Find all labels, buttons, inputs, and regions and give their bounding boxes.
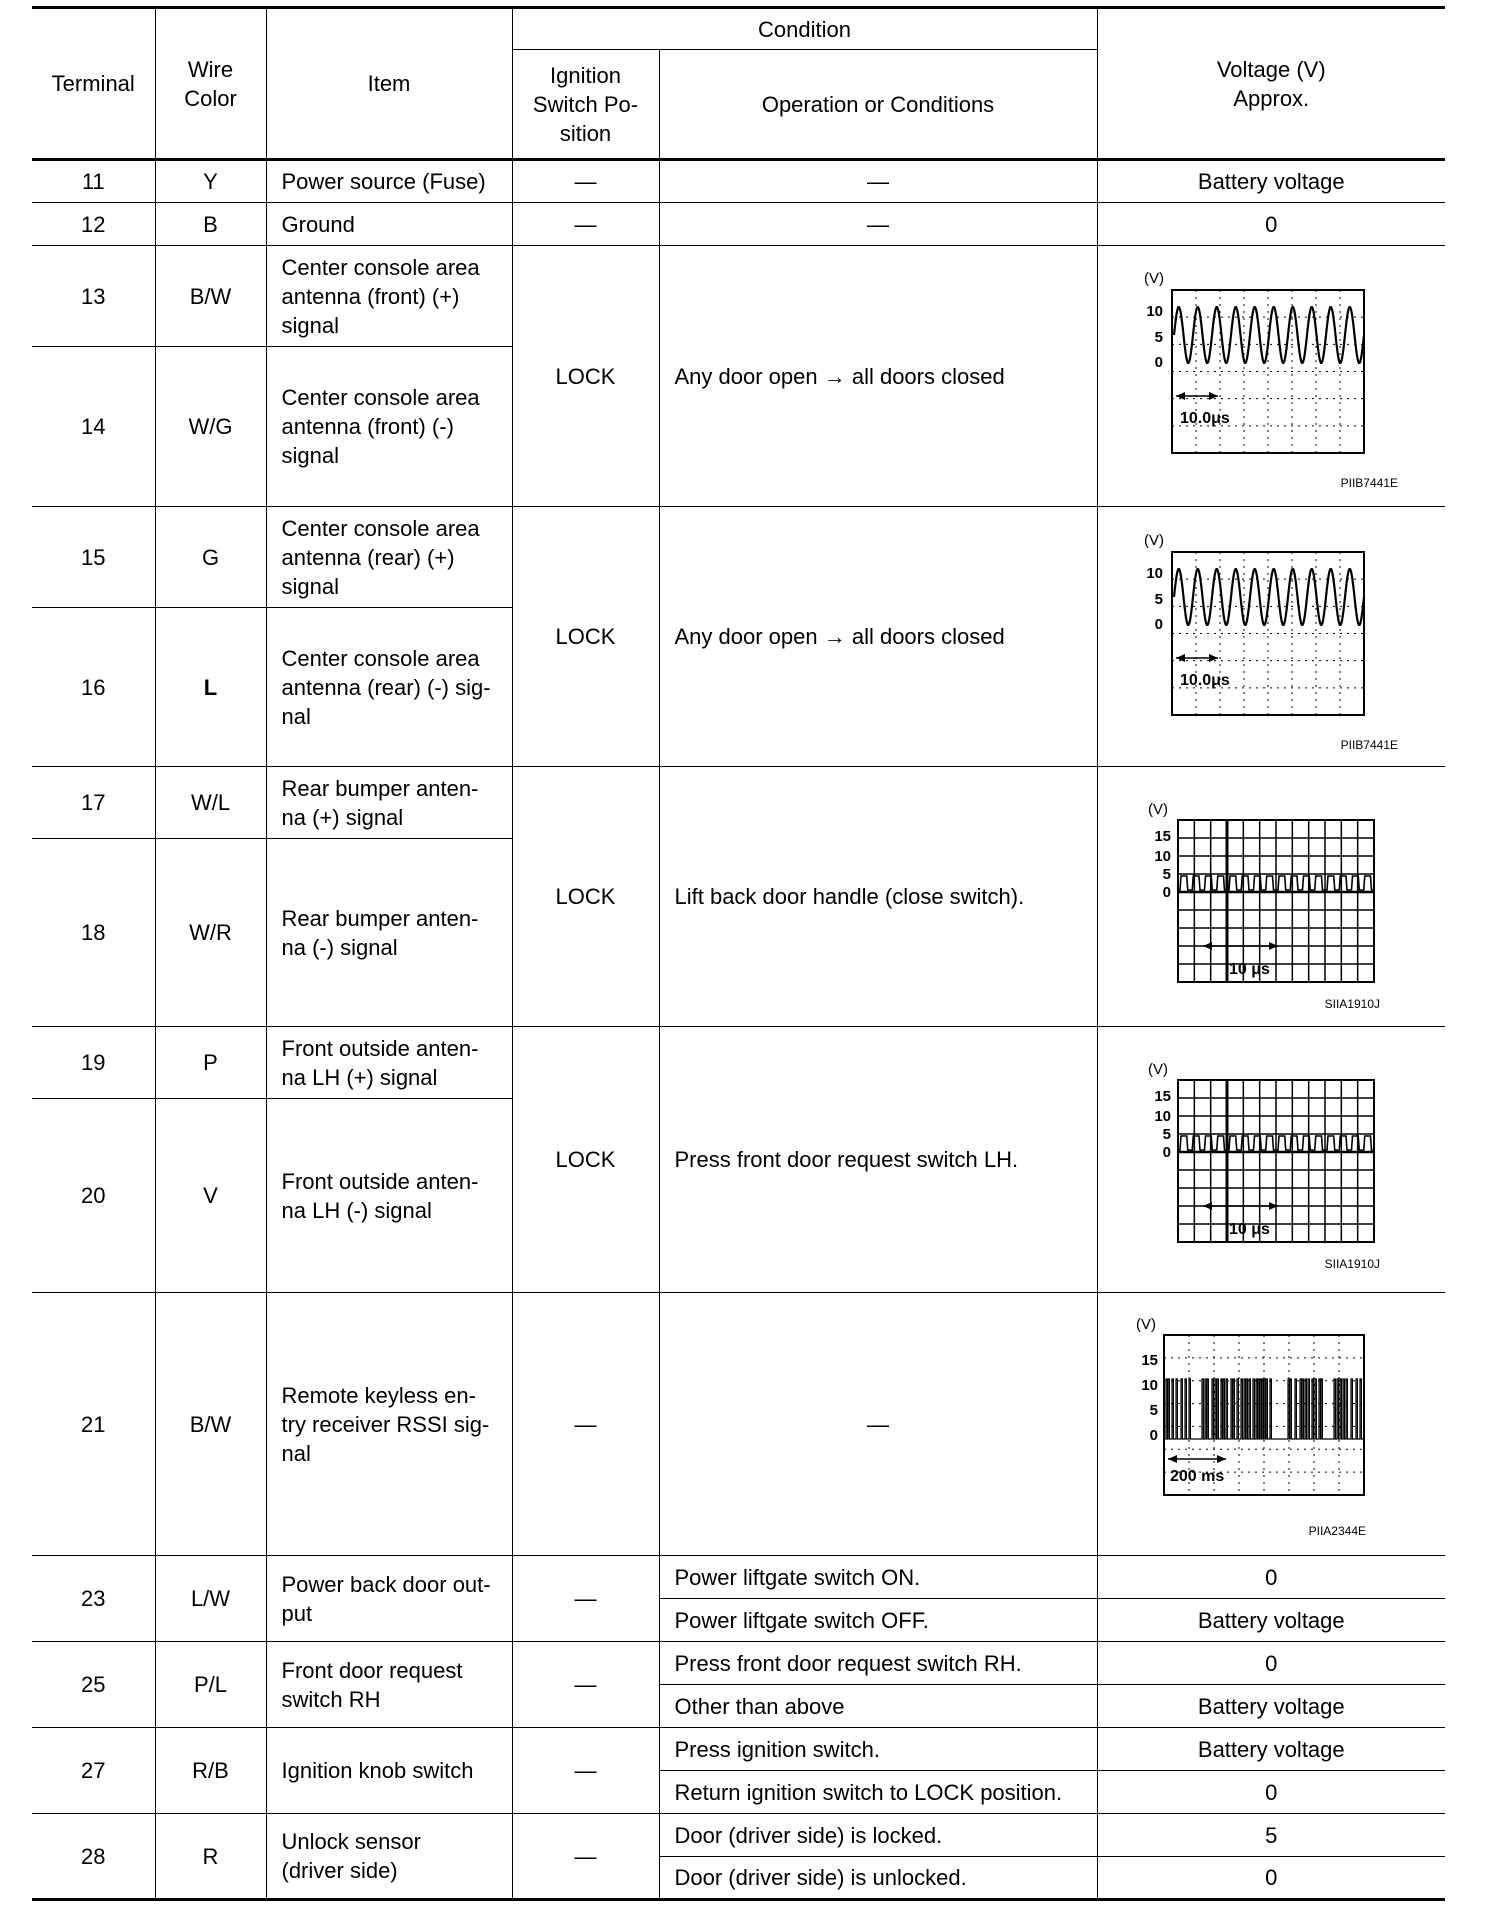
y-axis-unit: (V) — [1147, 800, 1168, 818]
waveform-cell — [1097, 1027, 1445, 1293]
y-axis-unit: (V) — [1135, 1316, 1156, 1333]
period-arrow-head — [1217, 1455, 1226, 1463]
table-row — [32, 507, 1445, 608]
item-cell: Rear bumper anten- na (+) signal — [266, 767, 512, 839]
operation-cell: — — [659, 203, 1097, 246]
figure-code: PIIA2344E — [1308, 1524, 1366, 1538]
operation-cell: — — [659, 160, 1097, 203]
waveform-cell — [1097, 767, 1445, 1027]
item-cell: Center console area antenna (rear) (+) signal — [266, 507, 512, 608]
operation-cell: — — [659, 1293, 1097, 1556]
y-axis-unit: (V) — [1143, 270, 1164, 287]
y-tick-label: 0 — [1162, 1143, 1171, 1161]
y-tick-label: 15 — [1153, 827, 1171, 845]
wire-color-cell: R/B — [155, 1728, 266, 1814]
y-tick-label: 0 — [1162, 883, 1171, 901]
y-tick-label: 0 — [1154, 354, 1163, 371]
period-label: 10.0μs — [1179, 410, 1230, 427]
table-row — [32, 1027, 1445, 1099]
period-arrow-head — [1209, 392, 1218, 400]
wire-color-cell: P — [155, 1027, 266, 1099]
table-row — [32, 1556, 1445, 1599]
operation-cell: Door (driver side) is unlocked. — [659, 1857, 1097, 1900]
item-cell: Center console area antenna (front) (+) signal — [266, 246, 512, 347]
waveform-chart — [1098, 247, 1444, 505]
wire-color-cell: V — [155, 1099, 266, 1293]
y-tick-label: 10 — [1145, 564, 1163, 582]
ignition-position-cell: — — [512, 1814, 659, 1900]
terminal-cell: 16 — [32, 608, 155, 767]
waveform-cell — [1097, 507, 1445, 767]
operation-cell: Press ignition switch. — [659, 1728, 1097, 1771]
waveform-cell — [1097, 246, 1445, 507]
period-label: 10.0μs — [1179, 671, 1230, 689]
item-cell: Unlock sensor (driver side) — [266, 1814, 512, 1900]
terminal-cell: 14 — [32, 347, 155, 507]
y-tick-label: 0 — [1154, 615, 1163, 633]
period-arrow-head — [1203, 942, 1212, 950]
period-label: 10 μs — [1228, 1220, 1270, 1238]
y-tick-label: 5 — [1154, 329, 1163, 346]
item-cell: Power source (Fuse) — [266, 160, 512, 203]
waveform-chart — [1098, 509, 1444, 765]
ignition-position-cell: LOCK — [512, 1027, 659, 1293]
y-tick-label: 15 — [1153, 1087, 1171, 1105]
period-label: 200 ms — [1169, 1468, 1224, 1485]
operation-cell: Press front door request switch RH. — [659, 1642, 1097, 1685]
terminal-cell: 28 — [32, 1814, 155, 1900]
wire-color-cell: B — [155, 203, 266, 246]
header-condition: Condition — [512, 8, 1097, 50]
item-cell: Rear bumper anten- na (-) signal — [266, 839, 512, 1027]
terminal-cell: 13 — [32, 246, 155, 347]
wire-color-cell: P/L — [155, 1642, 266, 1728]
y-tick-label: 5 — [1162, 865, 1171, 883]
terminal-cell: 20 — [32, 1099, 155, 1293]
y-tick-label: 5 — [1154, 590, 1163, 608]
terminal-cell: 19 — [32, 1027, 155, 1099]
operation-cell: Door (driver side) is locked. — [659, 1814, 1097, 1857]
table-row — [32, 1642, 1445, 1685]
y-tick-label: 10 — [1140, 1377, 1158, 1394]
table-row — [32, 1814, 1445, 1857]
table-row — [32, 767, 1445, 839]
voltage-cell: 5 — [1097, 1814, 1445, 1857]
item-cell: Front door request switch RH — [266, 1642, 512, 1728]
voltage-cell: Battery voltage — [1097, 1685, 1445, 1728]
terminal-cell: 23 — [32, 1556, 155, 1642]
y-tick-label: 10 — [1145, 303, 1163, 320]
item-cell: Remote keyless en- try receiver RSSI sig- nal — [266, 1293, 512, 1556]
figure-code: PIIB7441E — [1340, 476, 1398, 490]
wire-color-cell: R — [155, 1814, 266, 1900]
y-tick-label: 0 — [1149, 1427, 1158, 1444]
wire-color-cell: B/W — [155, 1293, 266, 1556]
period-label: 10 μs — [1228, 960, 1270, 978]
voltage-cell: Battery voltage — [1097, 1599, 1445, 1642]
operation-cell: Press front door request switch LH. — [659, 1027, 1097, 1293]
ignition-position-cell: — — [512, 1556, 659, 1642]
header-terminal: Terminal — [32, 8, 155, 160]
voltage-cell: 0 — [1097, 203, 1445, 246]
y-tick-label: 10 — [1153, 847, 1171, 865]
wire-color-cell: W/L — [155, 767, 266, 839]
terminal-table — [32, 6, 1445, 1901]
table-row — [32, 1728, 1445, 1771]
terminal-cell: 18 — [32, 839, 155, 1027]
figure-code: PIIB7441E — [1340, 737, 1398, 752]
table-row — [32, 246, 1445, 347]
waveform-trace — [1174, 307, 1364, 363]
y-axis-unit: (V) — [1143, 531, 1164, 549]
waveform-trace — [1174, 569, 1364, 625]
y-axis-unit: (V) — [1147, 1060, 1168, 1078]
item-cell: Power back door out- put — [266, 1556, 512, 1642]
ignition-position-cell: — — [512, 1728, 659, 1814]
waveform-chart — [1098, 1028, 1444, 1292]
terminal-cell: 17 — [32, 767, 155, 839]
operation-cell: Any door open → all doors closed — [659, 507, 1097, 767]
item-cell: Center console area antenna (rear) (-) sig- nal — [266, 608, 512, 767]
table-row — [32, 1293, 1445, 1556]
terminal-cell: 12 — [32, 203, 155, 246]
ignition-position-cell: — — [512, 160, 659, 203]
item-cell: Front outside anten- na LH (-) signal — [266, 1099, 512, 1293]
terminal-cell: 27 — [32, 1728, 155, 1814]
operation-cell: Any door open → all doors closed — [659, 246, 1097, 507]
item-cell: Center console area antenna (front) (-) signal — [266, 347, 512, 507]
wire-color-cell: W/R — [155, 839, 266, 1027]
item-cell: Ground — [266, 203, 512, 246]
ignition-position-cell: — — [512, 203, 659, 246]
voltage-cell: 0 — [1097, 1556, 1445, 1599]
waveform-chart — [1098, 768, 1444, 1026]
operation-cell: Other than above — [659, 1685, 1097, 1728]
operation-cell: Power liftgate switch OFF. — [659, 1599, 1097, 1642]
y-tick-label: 5 — [1149, 1402, 1158, 1419]
table-row — [32, 203, 1445, 246]
wire-color-cell: L — [155, 608, 266, 767]
waveform-trace — [1164, 1379, 1364, 1439]
terminal-cell: 15 — [32, 507, 155, 608]
figure-code: SIIA1910J — [1324, 996, 1380, 1011]
period-arrow-head — [1203, 1202, 1212, 1210]
table-row — [32, 160, 1445, 203]
wire-color-cell: W/G — [155, 347, 266, 507]
y-tick-label: 15 — [1140, 1352, 1158, 1369]
wire-color-cell: L/W — [155, 1556, 266, 1642]
waveform-chart — [1098, 1293, 1444, 1555]
waveform-cell — [1097, 1293, 1445, 1556]
header-ignition-switch-position: Ignition Switch Po- sition — [512, 50, 659, 160]
y-tick-label: 5 — [1162, 1125, 1171, 1143]
voltage-cell: Battery voltage — [1097, 160, 1445, 203]
ignition-position-cell: — — [512, 1642, 659, 1728]
item-cell: Front outside anten- na LH (+) signal — [266, 1027, 512, 1099]
wire-color-cell: Y — [155, 160, 266, 203]
voltage-cell: Battery voltage — [1097, 1728, 1445, 1771]
item-cell: Ignition knob switch — [266, 1728, 512, 1814]
terminal-cell: 11 — [32, 160, 155, 203]
terminal-cell: 21 — [32, 1293, 155, 1556]
header-item: Item — [266, 8, 512, 160]
operation-cell: Lift back door handle (close switch). — [659, 767, 1097, 1027]
ignition-position-cell: LOCK — [512, 507, 659, 767]
wire-color-cell: G — [155, 507, 266, 608]
operation-cell: Power liftgate switch ON. — [659, 1556, 1097, 1599]
ignition-position-cell: — — [512, 1293, 659, 1556]
terminal-cell: 25 — [32, 1642, 155, 1728]
period-arrow-head — [1209, 654, 1218, 662]
header-operation-or-conditions: Operation or Conditions — [659, 50, 1097, 160]
ignition-position-cell: LOCK — [512, 246, 659, 507]
header-voltage: Voltage (V) Approx. — [1097, 8, 1445, 160]
voltage-cell: 0 — [1097, 1857, 1445, 1900]
y-tick-label: 10 — [1153, 1107, 1171, 1125]
figure-code: SIIA1910J — [1324, 1256, 1380, 1271]
voltage-cell: 0 — [1097, 1642, 1445, 1685]
voltage-cell: 0 — [1097, 1771, 1445, 1814]
ignition-position-cell: LOCK — [512, 767, 659, 1027]
operation-cell: Return ignition switch to LOCK position. — [659, 1771, 1097, 1814]
wire-color-cell: B/W — [155, 246, 266, 347]
header-wire-color: Wire Color — [155, 8, 266, 160]
period-arrow-head — [1168, 1455, 1177, 1463]
